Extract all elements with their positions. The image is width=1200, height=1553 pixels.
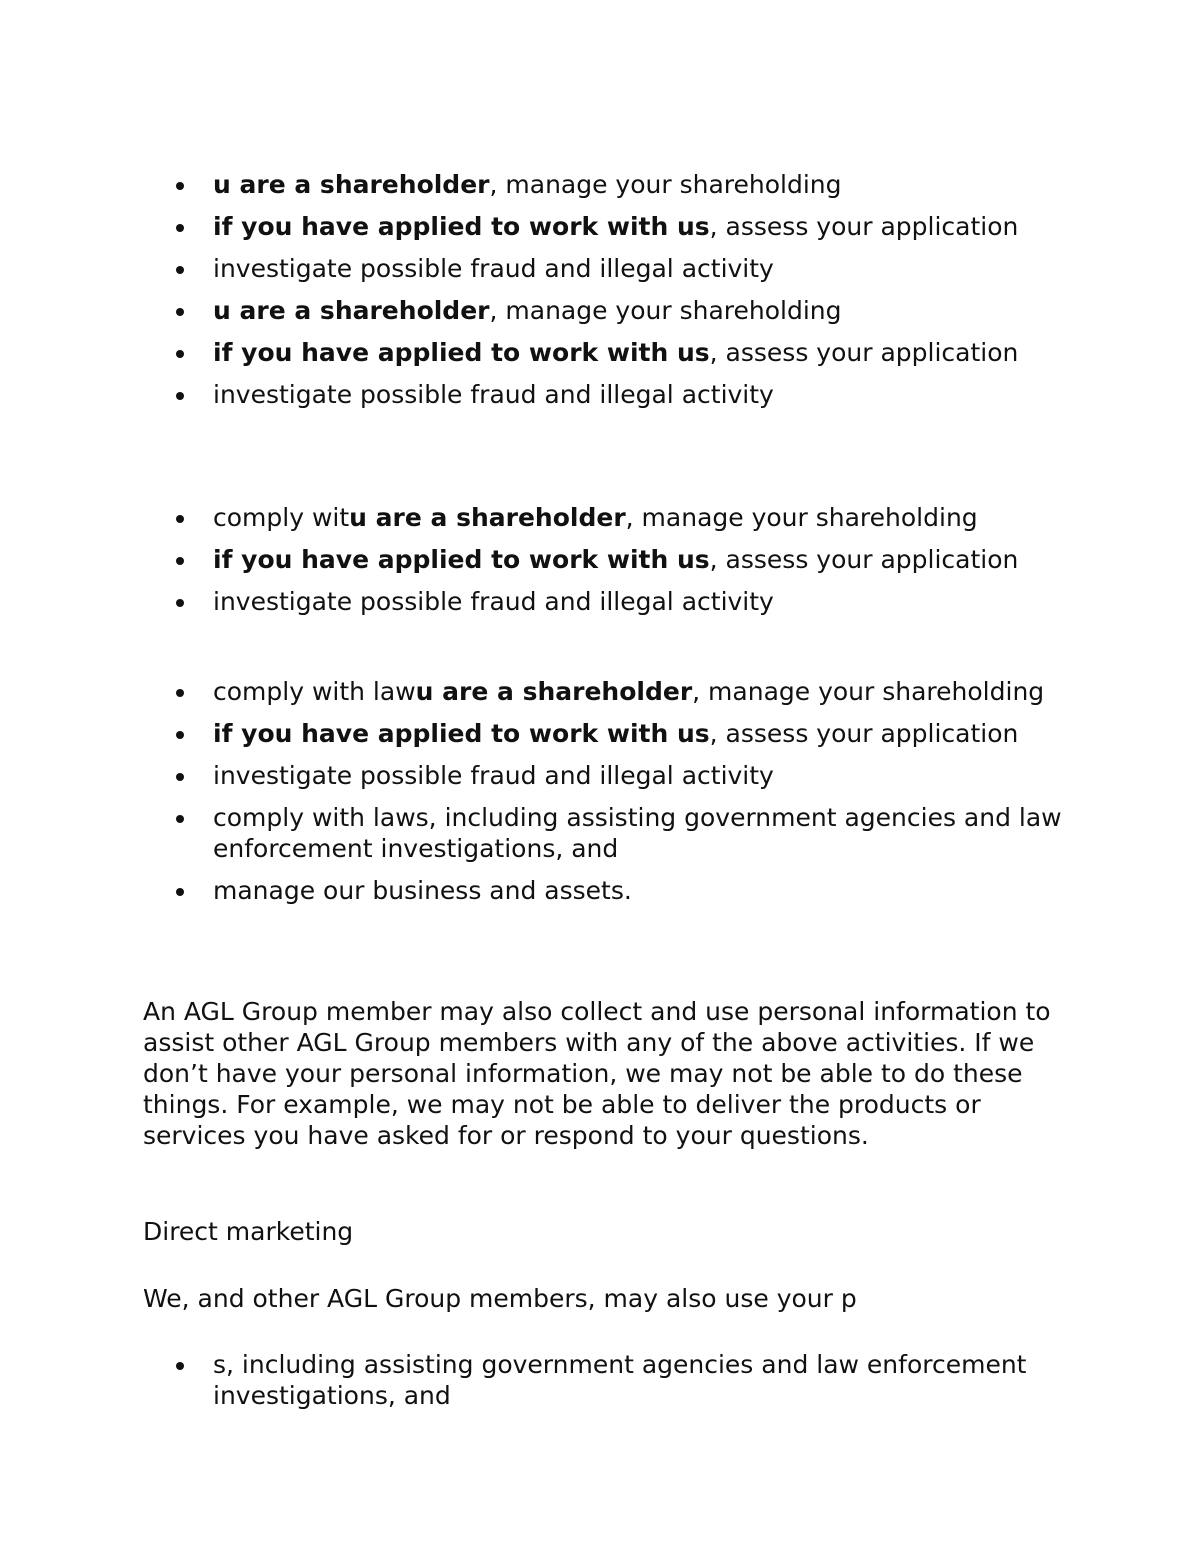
item-text: comply with laws, including assisting government agencies and law enforcement investigations, and [213,803,1062,863]
item-text: , manage your shareholding [489,170,842,199]
list-item [143,211,1073,242]
bullet-icon [176,773,184,781]
item-text: investigate possible fraud and illegal activity [213,587,774,616]
bullet-icon [176,1362,184,1370]
item-bold: if you have applied to work with us [213,338,710,367]
list-item [143,586,1073,617]
bullet-icon [176,182,184,190]
marketing-paragraph: We, and other AGL Group members, may also use your p [143,1284,857,1313]
item-bold: u are a shareholder [415,677,693,706]
bullet-icon [176,308,184,316]
item-text: , assess your application [709,212,1019,241]
item-text: comply wit [213,503,350,532]
bullet-icon [176,557,184,565]
list-item [143,875,1073,906]
list-item [143,502,1073,533]
item-text: investigate possible fraud and illegal activity [213,761,774,790]
bullet-icon [176,392,184,400]
item-text: , assess your application [709,719,1019,748]
bullet-list-2 [143,502,1073,628]
item-text: investigate possible fraud and illegal activity [213,254,774,283]
bullet-icon [176,888,184,896]
bullet-icon [176,266,184,274]
item-text: , manage your shareholding [489,296,842,325]
bullet-icon [176,689,184,697]
list-item [143,760,1073,791]
list-item [143,253,1073,284]
list-item [143,1349,1073,1411]
list-item [143,295,1073,326]
item-bold: if you have applied to work with us [213,545,710,574]
item-text: investigate possible fraud and illegal activity [213,380,774,409]
bullet-icon [176,350,184,358]
body-paragraph: An AGL Group member may also collect and use personal information to assist other AGL Group members with any of the above activities. If we don’t have your personal information, we may not be able to do these things. For example, we may not be able to deliver the products or services you have asked for or respond to your questions. [143,997,1051,1150]
item-text: , assess your application [709,338,1019,367]
item-text: comply with law [213,677,416,706]
bullet-icon [176,599,184,607]
list-item [143,676,1073,707]
list-item [143,169,1073,200]
item-text: manage our business and assets. [213,876,632,905]
list-item [143,544,1073,575]
item-bold: u are a shareholder [349,503,626,532]
section-heading: Direct marketing [143,1217,354,1246]
bullet-list-1 [143,169,1073,421]
list-item [143,718,1073,749]
item-bold: if you have applied to work with us [213,719,710,748]
bullet-list-3 [143,676,1073,917]
list-item [143,379,1073,410]
list-item [143,802,1073,864]
item-bold: u are a shareholder [213,296,490,325]
bullet-icon [176,731,184,739]
bullet-icon [176,224,184,232]
bullet-list-4 [143,1349,1073,1422]
list-item [143,337,1073,368]
item-text: , manage your shareholding [692,677,1045,706]
item-bold: u are a shareholder [213,170,490,199]
bullet-icon [176,815,184,823]
item-text: , assess your application [709,545,1019,574]
bullet-icon [176,515,184,523]
item-text: s, including assisting government agencies and law enforcement investigations, and [213,1350,1027,1410]
item-text: , manage your shareholding [625,503,978,532]
item-bold: if you have applied to work with us [213,212,710,241]
